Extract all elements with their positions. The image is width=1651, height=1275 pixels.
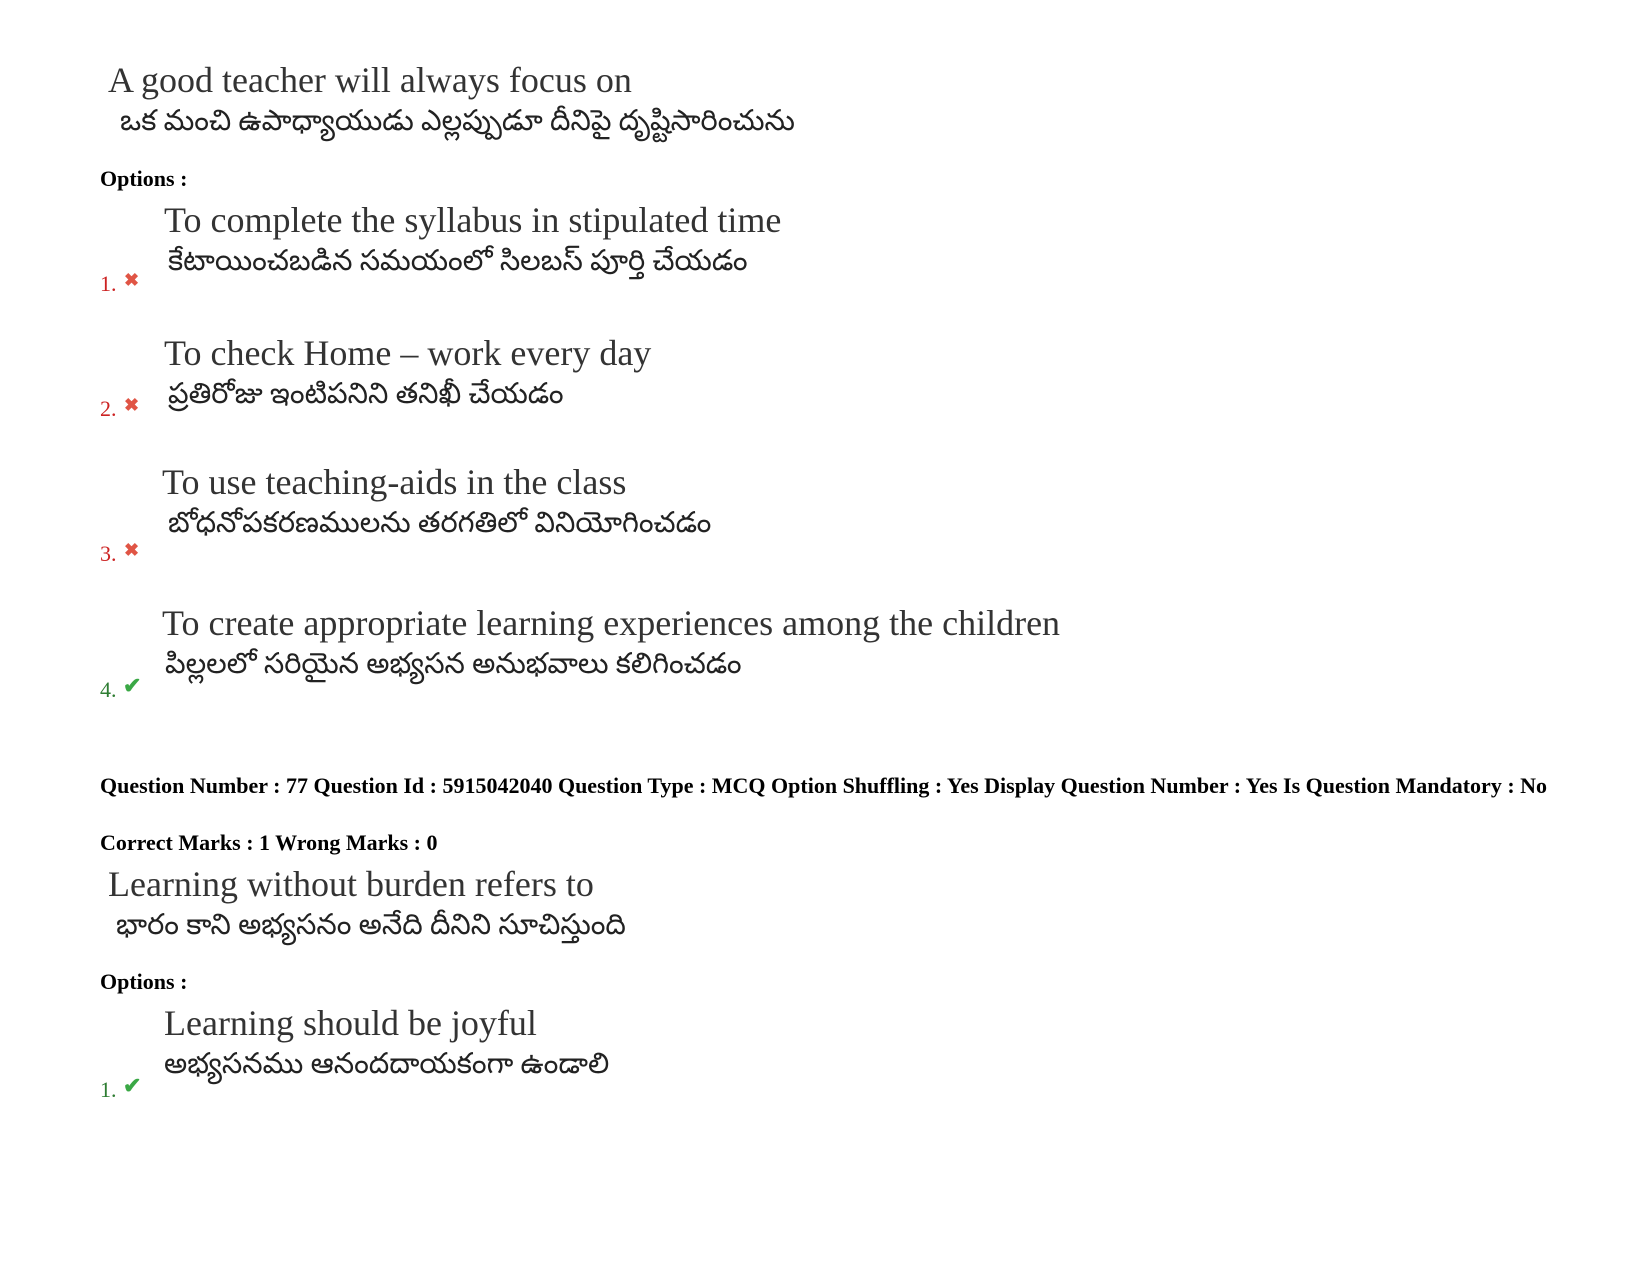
option-1-text-en: Learning should be joyful [164, 1003, 537, 1043]
option-4-number: 4. [100, 677, 117, 702]
option-3-text-en: To use teaching-aids in the class [162, 462, 627, 502]
incorrect-cross-icon: ✖ [124, 395, 140, 415]
question-metadata: Question Number : 77 Question Id : 5915042040 Question Type : MCQ Option Shuffling : Yes Display Question Number : Yes Is Question Mandatory : No [100, 773, 1548, 798]
option-4-text-te: పిల్లలలో సరియైన అభ్యసన అనుభవాలు కలిగించడం [165, 648, 742, 680]
correct-check-icon: ✔ [123, 673, 142, 698]
option-1-text-te: కేటాయించబడిన సమయంలో సిలబస్ పూర్తి చేయడం [168, 245, 748, 277]
option-3-text-te: బోధనోపకరణములను తరగతిలో వినియోగించడం [168, 507, 712, 539]
question-text-en: A good teacher will always focus on [108, 60, 632, 100]
incorrect-cross-icon: ✖ [124, 540, 140, 560]
option-1-text-te: అభ్యసనము ఆనందదాయకంగా ఉండాలి [164, 1048, 610, 1080]
question-text-en: Learning without burden refers to [108, 864, 594, 904]
option-3-number: 3. [100, 541, 117, 566]
option-1-number: 1. [100, 271, 117, 296]
question-text-te: భారం కాని అభ్యసనం అనేది దీనిని సూచిస్తుంది [116, 909, 626, 941]
options-label: Options : [100, 166, 188, 191]
option-2-number: 2. [100, 396, 117, 421]
option-2-text-te: ప్రతిరోజు ఇంటిపనిని తనిఖీ చేయడం [168, 378, 564, 410]
options-label: Options : [100, 969, 188, 994]
option-1-number: 1. [100, 1077, 117, 1102]
correct-check-icon: ✔ [123, 1073, 142, 1098]
option-1-text-en: To complete the syllabus in stipulated time [164, 200, 782, 240]
option-2-text-en: To check Home – work every day [164, 333, 652, 373]
marks-info: Correct Marks : 1 Wrong Marks : 0 [100, 830, 438, 855]
incorrect-cross-icon: ✖ [124, 270, 140, 290]
option-4-text-en: To create appropriate learning experiences among the children [162, 603, 1061, 643]
question-text-te: ఒక మంచి ఉపాధ్యాయుడు ఎల్లప్పుడూ దీనిపై దృష్టిసారించును [120, 105, 795, 137]
